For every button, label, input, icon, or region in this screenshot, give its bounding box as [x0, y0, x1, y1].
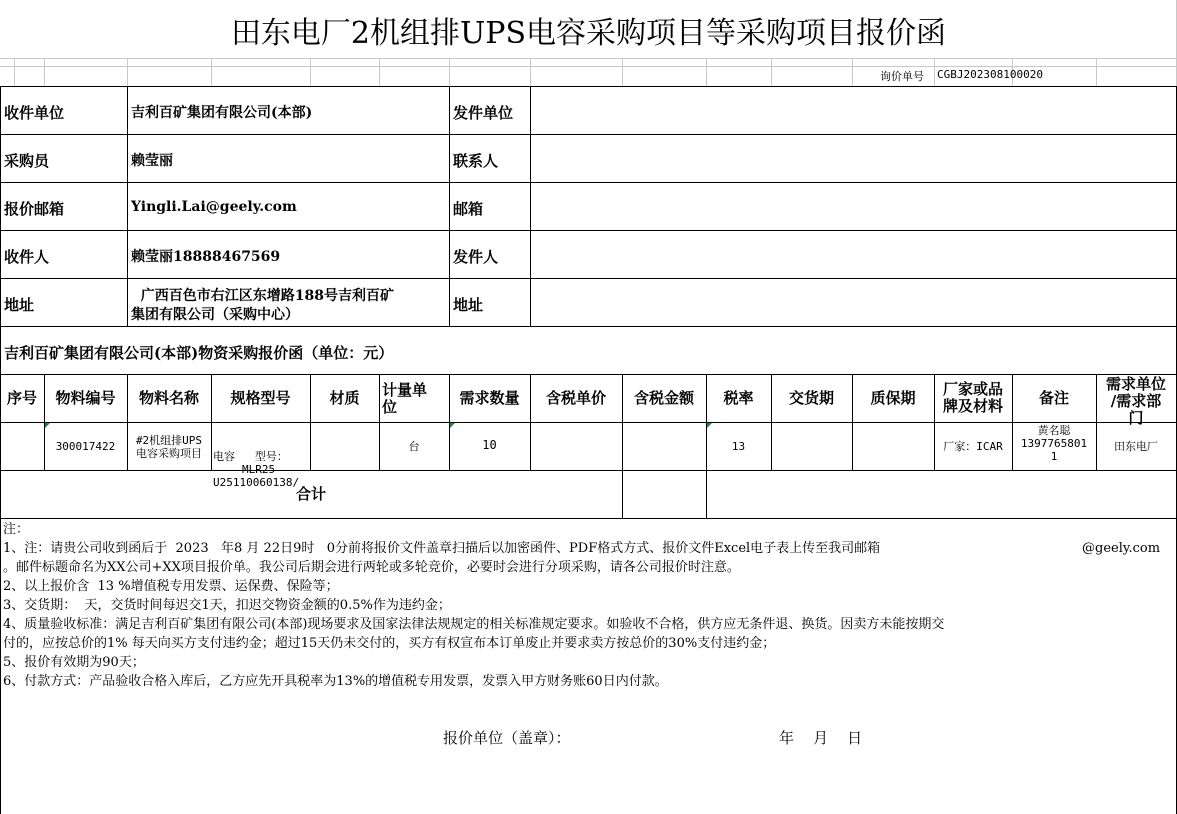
notes-head: 注： [3, 522, 30, 537]
row-spec: 电容 型号： MLR25 U25110060138/ [213, 450, 300, 489]
buyer-label: 采购员 [4, 152, 50, 170]
address-label: 地址 [4, 296, 35, 314]
row-unit: 台 [408, 440, 420, 453]
col-warranty: 质保期 [870, 389, 916, 407]
address-value-line1: 广西百色市右江区东增路188号吉利百矿 [131, 288, 394, 304]
col-dept: 需求单位 /需求部 门 [1105, 375, 1166, 427]
col-remark: 备注 [1038, 389, 1069, 407]
col-brand: 厂家或品 牌及材料 [942, 380, 1003, 415]
cell-marker [45, 423, 50, 428]
row-dept: 田东电厂 [1114, 440, 1158, 453]
row-tax: 13 [731, 440, 746, 453]
sender-label: 发件人 [453, 248, 499, 266]
quote-email-value: Yingli.Lai@geely.com [131, 199, 297, 215]
quote-email-label: 报价邮箱 [4, 200, 65, 218]
total-label: 合计 [295, 485, 326, 503]
row-qty: 10 [482, 438, 497, 452]
note-3: 3、交货期： 天，交货时间每迟交1天，扣迟交物资金额的0.5%作为违约金； [3, 598, 451, 613]
page-title: 田东电厂2机组排UPS电容采购项目等采购项目报价函 [230, 16, 947, 51]
col-code: 物料编号 [55, 389, 116, 407]
inquiry-number-label: 询价单号 [880, 70, 924, 83]
row-name: #2机组排UPS 电容采购项目 [135, 434, 203, 460]
row-code: 300017422 [55, 440, 116, 453]
note-1-email: @geely.com [1082, 541, 1161, 556]
note-4: 4、质量验收标准：满足吉利百矿集团有限公司(本部)现场要求及国家法律法规规定的相关标准规定要求。如验收不合格，供方应无条件退、换货。因卖方未能按期交 [3, 617, 945, 632]
note-4b: 付的，应按总价的1% 每天向买方支付违约金；超过15天仍未交付的，买方有权宣布本订单废止并要求卖方按总价的30%支付违约金； [3, 636, 776, 651]
signature-date: 年 月 日 [779, 729, 863, 747]
recipient-unit-label: 收件单位 [4, 104, 65, 122]
col-amount: 含税金额 [633, 389, 694, 407]
col-seq: 序号 [6, 389, 37, 407]
recipient-unit-value: 吉利百矿集团有限公司(本部) [131, 105, 313, 121]
note-5: 5、报价有效期为90天； [3, 655, 145, 670]
note-1b: 。邮件标题命名为XX公司+XX项目报价单。我公司后期会进行两轮或多轮竞价，必要时会进行分项采购，请各公司报价时注意。 [3, 560, 740, 575]
col-spec: 规格型号 [230, 389, 291, 407]
row-brand: 厂家：ICAR [943, 440, 1003, 453]
note-1: 1、注：请贵公司收到函后于 2023 年8 月 22日9时 0分前将报价文件盖章扫描后以加密函件、PDF格式方式、报价文件Excel电子表上传至我司邮箱 [3, 541, 881, 556]
col-unit: 计量单 位 [382, 381, 428, 416]
email-label: 邮箱 [453, 200, 484, 218]
col-tax: 税率 [723, 389, 754, 407]
col-material: 材质 [329, 389, 360, 407]
inquiry-number-value: CGBJ202308100020 [937, 68, 1043, 81]
col-name: 物料名称 [138, 389, 199, 407]
section-title: 吉利百矿集团有限公司(本部)物资采购报价函（单位：元） [4, 344, 394, 362]
col-delivery: 交货期 [788, 389, 834, 407]
address-value-line2: 集团有限公司（采购中心） [131, 307, 299, 323]
buyer-value: 赖莹丽 [131, 153, 173, 169]
sender-unit-label: 发件单位 [453, 104, 514, 122]
note-2: 2、以上报价含 13 %增值税专用发票、运保费、保险等； [3, 579, 339, 594]
contact-label: 联系人 [453, 152, 499, 170]
col-unit-price: 含税单价 [545, 389, 606, 407]
row-remark: 黄名聪 1397765801 1 [1020, 424, 1088, 463]
recipient-value: 赖莹丽18888467569 [131, 249, 281, 265]
signature-label: 报价单位（盖章）： [443, 729, 571, 747]
address2-label: 地址 [453, 296, 484, 314]
cell-marker [707, 423, 712, 428]
col-qty: 需求数量 [459, 389, 520, 407]
cell-marker [450, 423, 455, 428]
recipient-label: 收件人 [4, 248, 50, 266]
note-6: 6、付款方式：产品验收合格入库后，乙方应先开具税率为13%的增值税专用发票，发票入甲方财务账60日内付款。 [3, 674, 668, 689]
